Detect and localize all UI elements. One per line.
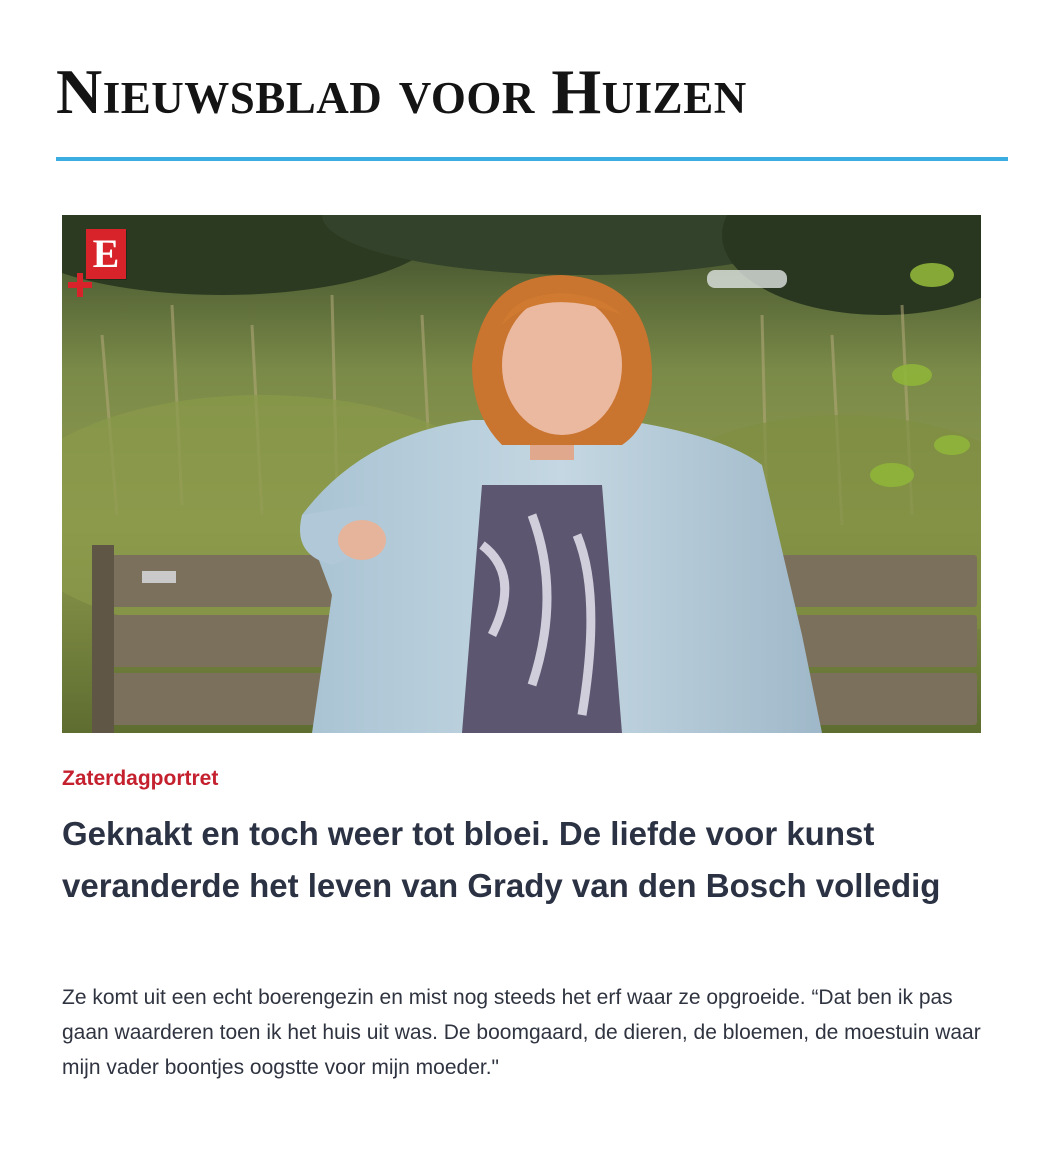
e-plus-icon: E bbox=[86, 229, 126, 279]
masthead-title[interactable]: Nieuwsblad voor Huizen bbox=[56, 56, 747, 127]
article-lede: Ze komt uit een echt boerengezin en mist nog steeds het erf waar ze opgroeide. “Dat ben ik pas gaan waarderen toen ik het huis uit was. De boomgaard, de dieren, de bloemen, de moestuin waar mijn vader boontjes oogstte voor mijn moeder." bbox=[62, 986, 981, 1079]
premium-plus-badge bbox=[68, 229, 126, 293]
plus-icon bbox=[68, 273, 92, 297]
article-hero-image[interactable] bbox=[62, 215, 981, 733]
article-headline[interactable]: Geknakt en toch weer tot bloei. De liefde voor kunst veranderde het leven van Grady van den Bosch volledig bbox=[62, 815, 941, 904]
hero-photo-illustration bbox=[62, 215, 981, 733]
masthead-divider bbox=[56, 157, 1008, 161]
article-category[interactable]: Zaterdagportret bbox=[62, 767, 219, 790]
